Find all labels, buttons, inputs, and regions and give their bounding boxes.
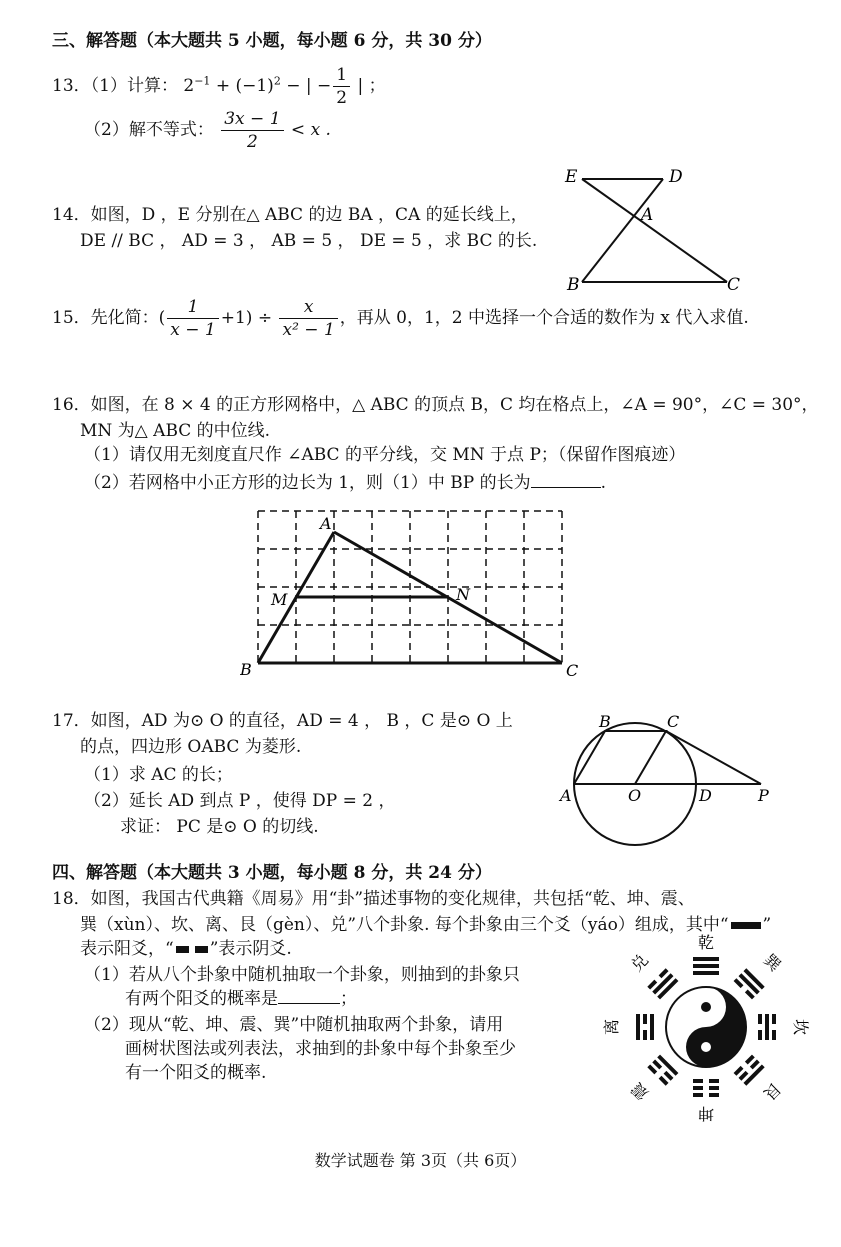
q15-fraction-1: $\frac{1}{x - 1}$ <box>167 296 218 341</box>
q13-ineq-end: < x . <box>285 120 331 140</box>
bagua-label-zhen: 震 <box>627 1078 653 1104</box>
q16-label-b: B <box>240 660 252 679</box>
q18-line3: 表示阳爻，“ ”表示阴爻. <box>80 939 292 959</box>
bagua-label-kun: 坤 <box>697 1104 715 1123</box>
q14-line1: 14．如图，D ，E 分别在△ ABC 的边 BA ，CA 的延长线上， <box>52 205 528 225</box>
q17-line5: 求证： PC 是⊙ O 的切线. <box>120 817 319 837</box>
q16-grid-figure <box>240 505 590 685</box>
q13-part1 <box>52 64 386 109</box>
q13-number: 13． <box>52 76 91 96</box>
yang-line-icon <box>731 922 761 929</box>
q14-figure <box>555 160 755 300</box>
q15-prefix: 15．先化简：( <box>52 308 166 328</box>
page-footer: 数学试题卷 第 3页（共 6页） <box>314 1151 527 1170</box>
q17-label-a: A <box>560 786 572 805</box>
q16-line4: （2）若网格中小正方形的边长为 1，则（1）中 BP 的长为 . <box>84 473 606 493</box>
section-4-title: 四、解答题（本大题共 3 小题，每小题 8 分，共 24 分） <box>52 863 492 883</box>
q14-seg-db <box>582 179 663 282</box>
trigram-qian-icon <box>693 957 719 975</box>
q17-rhombus-oabc <box>574 731 666 784</box>
q15-line <box>52 296 749 341</box>
q14-label-c: C <box>727 275 741 295</box>
q16-line1: 16．如图，在 8 × 4 的正方形网格中，△ ABC 的顶点 B，C 均在格点上，∠A = 90°，∠C = 30°， <box>52 395 819 415</box>
trigram-zhen-icon <box>647 1055 678 1086</box>
q17-label-p: P <box>758 786 769 805</box>
trigram-dui-icon <box>647 968 678 999</box>
bagua-label-dui: 兑 <box>627 950 653 976</box>
q18-p1-line1: （1）若从八个卦象中随机抽取一个卦象，则抽到的卦象只 <box>84 965 520 985</box>
q18-p2-line3: 有一个阳爻的概率. <box>125 1063 267 1083</box>
q17-label-c: C <box>667 712 680 731</box>
q17-line1: 17．如图，AD 为⊙ O 的直径，AD = 4 ， B ，C 是⊙ O 上 <box>52 711 513 731</box>
q17-label-o: O <box>628 786 642 805</box>
q18-p1-line2: 有两个阳爻的概率是 ； <box>125 989 357 1009</box>
q14-label-e: E <box>565 167 578 187</box>
q14-line2: DE // BC ， AD = 3 ， AB = 5 ， DE = 5 ，求 BC 的长. <box>80 231 538 251</box>
trigram-kan-icon <box>758 1014 776 1040</box>
trigram-xun-icon <box>734 968 765 999</box>
q16-line3: （1）请仅用无刻度直尺作 ∠ABC 的平分线，交 MN 于点 P；（保留作图痕迹） <box>84 445 686 465</box>
q17-line4: （2）延长 AD 到点 P ，使得 DP = 2 ， <box>84 791 396 811</box>
q16-answer-blank[interactable] <box>531 471 601 488</box>
q14-label-a: A <box>641 205 654 225</box>
q17-label-b: B <box>599 712 611 731</box>
q15-fraction-2: $\frac{x}{\text{x² − 1}}$ <box>279 296 337 341</box>
taiji-icon <box>666 987 746 1067</box>
section-3-title: 三、解答题（本大题共 5 小题，每小题 6 分，共 30 分） <box>52 31 492 51</box>
bagua-label-li: 离 <box>602 1018 621 1036</box>
q17-tangent-pc <box>666 731 761 784</box>
q15-mid: +1) ÷ <box>220 308 273 328</box>
trigram-li-icon <box>636 1014 654 1040</box>
q13-p1-label: （1）计算： <box>90 76 178 96</box>
bagua-label-qian: 乾 <box>697 933 715 952</box>
q18-p2-line2: 画树状图法或列表法，求抽到的卦象中每个卦象至少 <box>125 1039 516 1059</box>
q13-expr: $2^{-1} + (-1)^2$ − | − $\frac{1}{2}$ | ； <box>183 65 386 108</box>
q17-circle-figure <box>555 705 795 855</box>
q17-line3: （1）求 AC 的长； <box>84 765 233 785</box>
q13-p2-label: （2）解不等式： <box>84 120 214 140</box>
q13-part2 <box>84 108 331 153</box>
q18-p2-line1: （2）现从“乾、坤、震、巽”中随机抽取两个卦象，请用 <box>84 1015 504 1035</box>
q16-label-n: N <box>456 585 470 604</box>
q16-label-a: A <box>320 514 332 533</box>
bagua-label-gen: 艮 <box>759 1078 785 1104</box>
q17-label-d: D <box>699 786 712 805</box>
bagua-label-kan: 坎 <box>791 1018 810 1036</box>
q16-line4-text: （2）若网格中小正方形的边长为 1，则（1）中 BP 的长为 <box>84 473 531 493</box>
q14-label-b: B <box>567 275 580 295</box>
q16-label-c: C <box>566 661 579 680</box>
q16-label-m: M <box>271 590 288 609</box>
bagua-label-xun: 巽 <box>759 950 785 976</box>
q18-answer-blank[interactable] <box>278 987 340 1004</box>
q15-suffix: ，再从 0，1，2 中选择一个合适的数作为 x 代入求值. <box>339 308 749 328</box>
q14-label-d: D <box>669 167 683 187</box>
trigram-gen-icon <box>734 1055 765 1086</box>
q17-line2: 的点，四边形 OABC 为菱形. <box>80 737 302 757</box>
q13-ineq-fraction: $\frac{3x - 1}{2}$ <box>221 108 283 153</box>
q18-line2: 巽（xùn）、坎、离、艮（gèn）、兑”八个卦象. 每个卦象由三个爻（yáo）组成，其中“ ” <box>80 915 772 935</box>
trigram-kun-icon <box>693 1079 719 1097</box>
yin-line-icon <box>176 946 208 953</box>
q14-seg-ec <box>582 179 727 282</box>
bagua-figure <box>600 930 815 1125</box>
q18-line1: 18．如图，我国古代典籍《周易》用“卦”描述事物的变化规律，共包括“乾、坤、震、 <box>52 889 695 909</box>
q13-fraction: $\frac{1}{2}$ <box>333 64 350 109</box>
q16-line2: MN 为△ ABC 的中位线. <box>80 421 271 441</box>
